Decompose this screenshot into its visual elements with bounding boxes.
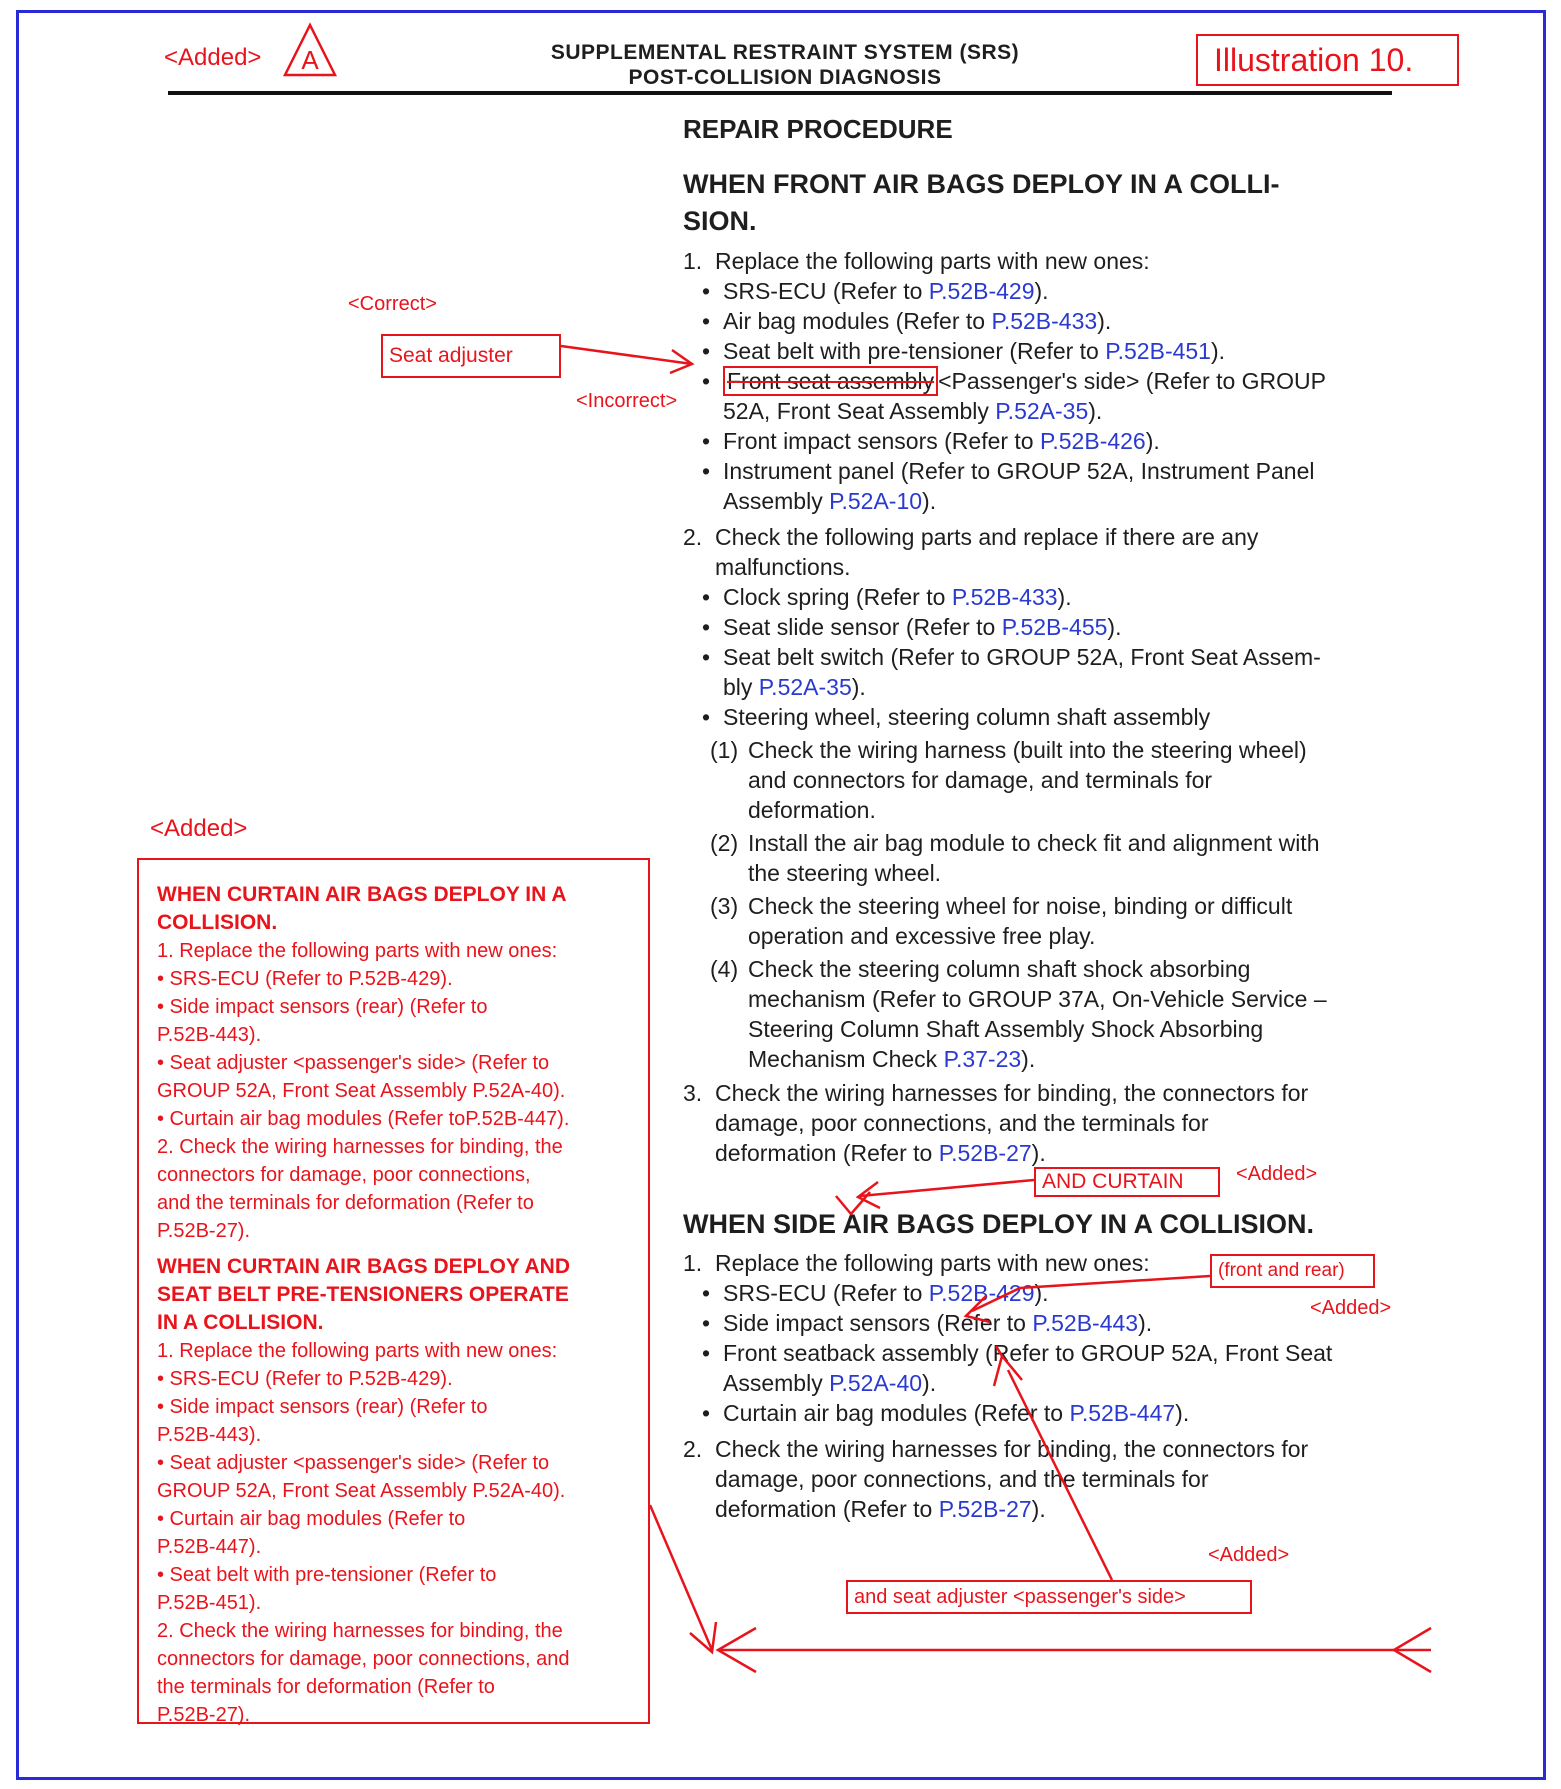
box-line: 2. Check the wiring harnesses for binding, the [157,1620,563,1642]
item-text: Seat belt switch (Refer to GROUP 52A, Front Seat Assem- [723,644,1321,670]
item-text: Assembly [723,1370,830,1396]
seat-adjuster-arrow [561,346,692,364]
page-reference-link[interactable]: P.52B-433 [951,584,1058,610]
item-text: Seat belt with pre-tensioner (Refer to [723,338,1106,364]
header-title-line2: POST-COLLISION DIAGNOSIS [628,66,942,89]
item-text: Assembly [723,488,830,514]
insert-caret-seatback [996,1346,1002,1356]
step-text: damage, poor connections, and the terminals for [715,1110,1209,1136]
box-line: • Seat adjuster <passenger's side> (Refer to [157,1052,550,1074]
sub-step-text: the steering wheel. [748,860,942,886]
box-line: connectors for damage, poor connections, and [157,1648,570,1670]
box-line: P.52B-451). [157,1592,262,1614]
sub-step-text: Install the air bag module to check fit and alignment with [748,830,1320,856]
step-number: 1. [683,1250,703,1276]
item-text: Front seatback assembly (Refer to GROUP 52A, Front Seat [723,1340,1333,1366]
curtain-heading-line: COLLISION. [157,911,278,934]
seat-adjuster-bottom-arrow [1008,1370,1112,1580]
curtain-belt-heading-line: SEAT BELT PRE-TENSIONERS OPERATE [157,1283,569,1306]
box-line: connectors for damage, poor connections, [157,1164,531,1186]
item-end: ). [922,1370,937,1396]
item-text: Instrument panel (Refer to GROUP 52A, Instrument Panel [723,458,1315,484]
sub-step-number: (1) [710,737,739,763]
curtain-belt-heading-line: WHEN CURTAIN AIR BAGS DEPLOY AND [157,1255,571,1278]
side-section-heading: WHEN SIDE AIR BAGS DEPLOY IN A COLLISION. [683,1209,1315,1239]
page-reference-link[interactable]: P.52A-40 [829,1370,923,1396]
step-text: Replace the following parts with new ones: [715,1250,1150,1276]
step-text: Check the wiring harnesses for binding, the connectors for [715,1436,1309,1462]
box-line: • Seat adjuster <passenger's side> (Refer to [157,1452,550,1474]
step-text: deformation (Refer to [715,1140,939,1166]
and-curtain-box: AND CURTAIN [1034,1167,1220,1197]
item-end: ). [1210,338,1226,364]
box-line: GROUP 52A, Front Seat Assembly P.52A-40). [157,1080,566,1102]
box-line: 1. Replace the following parts with new ones: [157,1340,558,1362]
step-text: Check the wiring harnesses for binding, the connectors for [715,1080,1309,1106]
box-line: • Curtain air bag modules (Refer to [157,1508,466,1530]
item-end: ). [851,674,866,700]
page-reference-link[interactable]: P.37-23 [943,1046,1022,1072]
struck-front-seat-text: Front seat assembly [723,366,938,396]
svg-text:A: A [301,45,319,75]
box-line: • SRS-ECU (Refer to P.52B-429). [157,1368,453,1390]
step-text: Check the following parts and replace if there are any [715,524,1259,550]
step-text: damage, poor connections, and the terminals for [715,1466,1209,1492]
box-line: 1. Replace the following parts with new ones: [157,940,558,962]
step-end: ). [1031,1496,1046,1522]
item-end: ). [1057,584,1072,610]
step-end: ). [1031,1140,1046,1166]
sub-step-text: Check the steering wheel for noise, binding or difficult [748,893,1293,919]
sub-step-end: ). [1021,1046,1036,1072]
box-line: P.52B-447). [157,1536,262,1558]
box-line: P.52B-27). [157,1220,251,1242]
page-reference-link[interactable]: P.52B-429 [928,278,1035,304]
step-number: 1. [683,248,703,274]
item-text: SRS-ECU (Refer to [723,278,929,304]
page-reference-link[interactable]: P.52B-433 [991,308,1098,334]
curtain-heading-line: WHEN CURTAIN AIR BAGS DEPLOY IN A [157,883,567,906]
item-text: Front impact sensors (Refer to [723,428,1040,454]
and-curtain-arrow [860,1180,1034,1196]
item-text: Curtain air bag modules (Refer to [723,1400,1070,1426]
item-text: Air bag modules (Refer to [723,308,992,334]
box-line: the terminals for deformation (Refer to [157,1676,495,1698]
step-text: malfunctions. [715,554,851,580]
item-end: ). [1034,1280,1049,1306]
box-line: GROUP 52A, Front Seat Assembly P.52A-40). [157,1480,566,1502]
box-line: • Curtain air bag modules (Refer toP.52B-447). [157,1108,570,1130]
item-text: Seat slide sensor (Refer to [723,614,1002,640]
left-box-insert-arrow [650,1505,712,1650]
item-text: <Passenger's side> (Refer to GROUP [938,368,1326,394]
page-reference-link[interactable]: P.52B-443 [1032,1310,1139,1336]
added-label-bottom: <Added> [1208,1544,1290,1566]
page-reference-link[interactable]: P.52B-451 [1105,338,1211,364]
added-label-front-rear: <Added> [1310,1297,1392,1319]
added-label-curtain: <Added> [1236,1163,1318,1185]
item-end: ). [1097,308,1112,334]
front-and-rear-arrow [972,1276,1210,1311]
step-number: 2. [683,524,703,550]
added-label-left: <Added> [150,815,248,842]
illustration-label: Illustration 10. [1196,34,1459,86]
box-line: P.52B-443). [157,1424,262,1446]
page-reference-link[interactable]: P.52B-27 [938,1496,1032,1522]
repair-procedure-title: REPAIR PROCEDURE [683,114,953,144]
page-reference-link[interactable]: P.52B-27 [938,1140,1032,1166]
sub-step-text: Check the wiring harness (built into the steering wheel) [748,737,1307,763]
sub-step-number: (4) [710,956,739,982]
incorrect-label: <Incorrect> [576,390,678,412]
item-text: Steering wheel, steering column shaft assembly [723,704,1211,730]
sub-step-number: (3) [710,893,739,919]
box-line: 2. Check the wiring harnesses for binding, the [157,1136,563,1158]
front-and-rear-box: (front and rear) [1210,1254,1375,1288]
item-text: Clock spring (Refer to [723,584,952,610]
sub-step-text: operation and excessive free play. [748,923,1096,949]
item-end: ). [1175,1400,1190,1426]
step-number: 2. [683,1436,703,1462]
step-number: 3. [683,1080,703,1106]
sub-step-text: and connectors for damage, and terminals for [748,767,1213,793]
item-text: SRS-ECU (Refer to [723,1280,929,1306]
sub-step-text: mechanism (Refer to GROUP 37A, On-Vehicle Service – [748,986,1327,1012]
seat-adjuster-box: Seat adjuster [381,334,561,378]
seat-adjuster-bottom-box: and seat adjuster <passenger's side> [846,1580,1252,1614]
page-reference-link[interactable]: P.52A-35 [995,398,1089,424]
page-reference-link[interactable]: P.52B-455 [1001,614,1108,640]
box-line: • Side impact sensors (rear) (Refer to [157,996,488,1018]
item-end: ). [1088,398,1103,424]
sub-step-text: Steering Column Shaft Assembly Shock Absorbing [748,1016,1264,1042]
box-line: • Side impact sensors (rear) (Refer to [157,1396,488,1418]
sub-step-text: Check the steering column shaft shock absorbing [748,956,1251,982]
page-reference-link[interactable]: P.52A-10 [829,488,923,514]
front-heading-line2: SION. [683,206,757,236]
correct-label: <Correct> [348,293,437,315]
page-reference-link[interactable]: P.52A-35 [758,674,852,700]
item-text: 52A, Front Seat Assembly [723,398,996,424]
added-label-header: <Added> [164,44,262,71]
item-end: ). [1107,614,1122,640]
item-end: ). [1034,278,1049,304]
curtain-belt-heading-line: IN A COLLISION. [157,1311,324,1334]
sub-step-number: (2) [710,830,739,856]
box-line: • SRS-ECU (Refer to P.52B-429). [157,968,453,990]
box-line: and the terminals for deformation (Refer to [157,1192,534,1214]
page-reference-link[interactable]: P.52B-429 [928,1280,1035,1306]
item-text: Side impact sensors (Refer to [723,1310,1033,1336]
box-line: P.52B-27). [157,1704,251,1726]
step-text: deformation (Refer to [715,1496,939,1522]
item-text: bly [723,674,759,700]
item-end: ). [1145,428,1160,454]
page-reference-link[interactable]: P.52B-447 [1069,1400,1176,1426]
box-line: • Seat belt with pre-tensioner (Refer to [157,1564,497,1586]
step-text: Replace the following parts with new ones: [715,248,1150,274]
header-title-line1: SUPPLEMENTAL RESTRAINT SYSTEM (SRS) [550,41,1020,64]
item-end: ). [1138,1310,1153,1336]
sub-step-text: deformation. [748,797,876,823]
page-reference-link[interactable]: P.52B-426 [1040,428,1146,454]
box-line: P.52B-443). [157,1024,262,1046]
front-heading-line1: WHEN FRONT AIR BAGS DEPLOY IN A COLLI- [683,169,1280,199]
sub-step-text: Mechanism Check [748,1046,944,1072]
item-end: ). [922,488,937,514]
